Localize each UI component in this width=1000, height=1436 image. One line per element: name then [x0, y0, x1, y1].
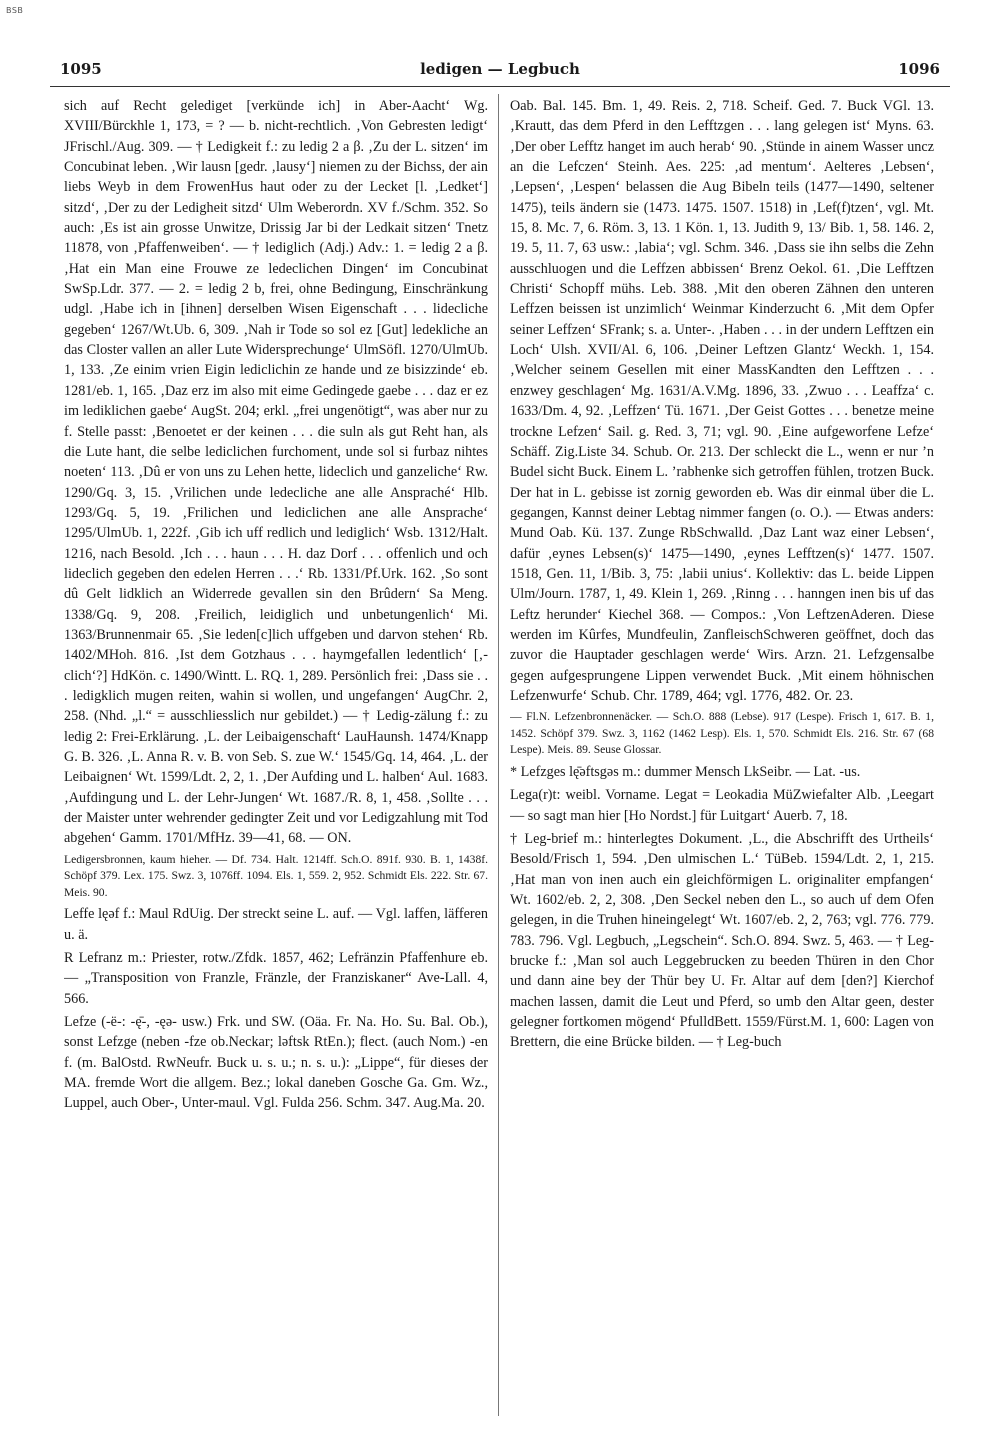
right-column [510, 96, 934, 1422]
entry-legart: Lega(r)t: weibl. Vorname. Legat = Leokadia MüZwiefalter Alb. ‚Leegart — so sagt man hier [Ho Nordst.] für Luitgart‘ Auerb. 7, 18. [510, 787, 934, 824]
entry-lefzges: * Lefzges lę̄əftsgəs m.: dummer Mensch LkSeibr. — Lat. -us. [510, 763, 861, 780]
entry-ledigen-continuation: sich auf Recht gelediget [verkünde ich] in Aber-Aacht‘ Wg. XVIII/Bürckhle 1, 173, = ? — b. nicht-rechtlich. ‚Von Gebresten ledigt‘ JFrischl./Aug. 309. — † Ledigkeit f.: zu ledig 2 a β. ‚Zu der L. sitzen‘ im Concubinat leben. ‚Wir lausn [gedr. ‚lausy‘] niemen zu der Bichss, der ain liebs Weyb in dem FrowenHus haut oder zu der Lecket [l. ‚Ledket‘] sitzd‘, ‚Der zu der Ledigheit sitzd‘ Ulm Weberordn. XV f./Schm. 352. So auch: ‚Es ist ain grosse Unwitze, Drissig Jar bi der Ledkait sitzen‘ Tnetz 11878, von ‚Pfaffenweiben‘. — † lediglich (Adj.) Adv.: 1. = ledig 2 a β. ‚Hat ein Man eine Frouwe ze ledeclichen Dingen‘ im Concubinat SwSp.Ldr. 377. — 2. = ledig 2 b, frei, ohne Bedingung, Einschränkung udgl. ‚Habe ich in [ihnen] derselben Wisen Eigenschaft . . . lidecliche gegeben‘ 1267/Wt.Ub. 6, 309. ‚Nah ir Tode so sol ez [Gut] ledekliche an das Closter vallen an aller Lute Widersprechunge‘ UlmSöfl. 1270/UlmUb. 1, 133. ‚Ze einim vrien Eigin lediclichin ze hande und ze bisizzinde‘ eb. 1281/eb. 1, 165. ‚Daz erz im also mit eime Gedingede gaebe . . . daz er ez im ledikliche‌n gaebe‘ AugSt. 204; erkl. „frei ungenötigt“, was aber nur zu f. Stelle passt: ‚Benoetet er der keinen . . . die suln als gut Reht han, als die Lute hant, die selbe lediclichen furchoment, unde sol si furbaz nihtes noeten‘ 113. ‚Dû er von uns zu Lehen hette, lideclich und ganzeliche‘ Rw. 1290/Gq. 3, 15. ‚Vrilichen unde ledecliche ane alle Anspraché‘ Hlb. 1293/Gq. 5, 19. ‚Frilichen und lediclichen ane alle Ansprache‘ 1295/UlmUb. 1, 222f. ‚Gib ich uff redlich und lediglich‘ Wsb. 1312/Halt. 1216, nach Besold. ‚Ich . . . haun . . . H. daz Dorf . . . offenlich und och lideclich gegeben den edelen Herren . . .‘ Rb. 1331/Pf.Urk. 162. ‚So sont dû Gelt lidklich an Widerrede gevallen sin den Brûdern‘ Sa Meng. 1338/Gq. 9, 208. ‚Freilich, leidiglich und unbetungenlich‘ Mi. 1363/Brunnenmair 65. ‚Sie leden[c]lich uffgeben und darvon stehen‘ Rb. 1402/MHoh. 816. ‚Ist dem Gotzhaus . . . haymgefallen ledentlich‘ [‚-clich‘?] HdKön. c. 1490/Wintt. L. RQ. 1, 289. Persönlich frei: ‚Dass sie . . . ledigklich mugen reiten, wahin si wollen, und ungefangen‘ AugChr. 2, 258. (Nhd. „l.“ = ausschliesslich nur gebildet.) — † Ledig-zälung f.: zu ledig 2: Frei-Erklärung. ‚L. der Leibaigenschaft‘ LauHaunsh. 1474/Knapp G. B. 326. ‚L. Anna R. v. B. von Seb. S. zue W.‘ 1545/Gq. 14, 464. ‚L. der Leibaignen‘ Wt. 1599/Ldt. 2, 2, 1. ‚Der Aufding und L. halben‘ Aul. 1683. ‚Aufdingung und L. der Lehr-Jungen‘ Wt. 1687./R. 8, 1, 458. ‚Sollte . . . der Maister unter wehrender gedingter Zeit und vor Ledigzahlung mit Tod abgehen‘ Gamm. 1701/MfHz. 39—41, 68. — ON. [64, 98, 488, 847]
references-ledigen: Ledigersbronnen, kaum hieher. — Df. 734. Halt. 1214ff. Sch.O. 891f. 930. B. 1, 1438f. Schöpf 379. Lex. 175. Swz. 3, 1076ff. 1094. Els. 1, 559. 2, 952. Schmidt Els. 222. Str. 67. Meis. 90. [64, 852, 488, 899]
page-number-right: 1096 [898, 60, 940, 78]
page-number-left: 1095 [60, 60, 102, 78]
running-title: ledigen — Legbuch [420, 60, 580, 78]
entry-lefranz: R Lefranz m.: Priester, rotw./Zfdk. 1857, 462; Lefränzin Pfaffenhure eb. — „Transposition von Franzle, Fränzle, der Franziskaner“ Ave-Lall. 4, 566. [64, 949, 488, 1007]
header-rule [50, 86, 950, 87]
column-divider [498, 94, 499, 1416]
entry-legbrief: † Leg-brief m.: hinterlegtes Dokument. ‚L., die Abschrifft des Urtheils‘ Besold/Frisch 1, 594. ‚Den ulmischen L.‘ TüBeb. 1594/Ldt. 2, 1, 215. ‚Hat man von inen auch ein gleichförmigen L. originaliter empfangen‘ Wt. 1602/eb. 2, 2, 308. ‚Den Seckel neben den L., so auch uf dem Ofen gelegen, in die Truhen hineingelegt‘ Wt. 1607/eb. 2, 2, 763; vgl. 776. 779. 783. 796. Vgl. Legbuch, „Legschein“. Sch.O. 894. Swz. 5, 463. — † Leg-brucke f.: ‚Man sol auch Leggebrucken zu beeden Thüren in den Chor und dann aine bey der Thür bey U. Fr. Altar auf dem [den?] Kierchof machen lassen, damit die Leut und Pferd, so umb den Altar geen, dester gelegner fortkomen mögend‘ PfulldBett. 1559/Fürst.M. 1, 600: Lagen von Brettern, die eine Brücke bilden. — † Leg-buch [510, 830, 934, 1051]
entry-lefze: Lefze (-ë-: -ę̄-, -ęə- usw.) Frk. und SW. (Oäa. Fr. Na. Ho. Su. Bal. Ob.), sonst Lefzge (neben -fze ob.Neckar; ləftsk RtEn.); flect. (auch Nom.) -en f. (m. BalOstd. RwNeufr. Buck u. s. u.; n. s. u.): „Lippe“, für dieses der MA. fremde Wort die allgem. Bez.; lokal daneben Gosche Ga. Gm. Wz., Luppel, auch Ober-, Unter-maul. Vgl. Fulda 256. Schm. 347. Aug.Ma. 20. [64, 1013, 488, 1112]
references-lefze: — Fl.N. Lefzenbronnenäcker. — Sch.O. 888 (Lebse). 917 (Lespe). Frisch 1, 617. B. 1, 1452. Schöpf 379. Swz. 3, 1162 (1462 Lesp). Els. 1, 570. Schmidt Els. 216. Str. 67 (68 Lespe). Meis. 89. Seuse Glossar. [510, 710, 934, 757]
entry-lefze-continuation: Oab. Bal. 145. Bm. 1, 49. Reis. 2, 718. Scheif. Ged. 7. Buck VGl. 13. ‚Krautt, das dem Pferd in den Lefftzgen . . . lang gelegen ist‘ Myns. 63. ‚Der ober Lefftz hanget im auch herab‘ 90. ‚Stünde in ainem Wasser uncz an die Lefczen‘ Steinh. Aes. 225: ‚ad mentum‘. Aelteres ‚Lebsen‘, ‚Lepsen‘, ‚Lespen‘ belassen die Aug Bibeln teils (1477—1490, seltener 1475), teils ändern sie (1473. 1475. 1507. 1518) in ‚Lef(f)tzen‘, vgl. Mt. 15, 8. Mc. 7, 6. Röm. 3, 13. 1 Kön. 1, 13. Judith 9, 13/ Bib. 1, 58. 146. 2, 19. 5, 11. 7, 63 usw.: ‚labia‘; vgl. Schm. 346. ‚Dass sie ihn selbs die Zehn ausschluogen und die Leffzen abbissen‘ Brenz Oekol. 61. ‚Die Lefftzen Christi‘ Schopff mühs. Leb. 388. ‚Mit den oberen Zähnen den unteren Leffzen beissen ist unzimlich‘ Weinmar Kinderzucht 6. ‚Mit dem Opfer seiner Leffzen‘ SFrank; s. a. Unter-. ‚Haben . . . in der undern Lefftzen ein Loch‘ Ulsh. XVII/Al. 6, 106. ‚Deiner Leftzen Glantz‘ Weckh. 1, 154. ‚Welcher seinem Gesellen mit einer MassKandten den Lefftzen . . . enzwey geschlagen‘ Mg. 1631/A.V.Mg. 1896, 33. ‚Zwuo . . . Leaffza‘ c. 1633/Dm. 4, 92. ‚Leffzen‘ Tü. 1671. ‚Der Geist Gottes . . . benetze meine trockne Lefzen‘ Sail. g. Red. 3, 71; vgl. 90. ‚Eine aufgeworfene Lefze‘ Schäff. Zig.Liste 34. Schub. Or. 213. Der schleckt die L., wenn er nur ’n Budel sicht Buck. Einem L. ’rabhenke sich getroffen fühlen, trotzen Buck. Der hat in L. gebisse ist zornig geworden eb. Was dir einmal über die L. gegangen, Kannst deiner Lebtag nimmer fangen (o. O.). — Etwas anders: Mund Oab. Kü. 137. Zunge RbSchwalld. ‚Daz Lant waz einer Lebsen‘, dafür ‚eynes Lebsen(s)‘ 1475—1490, ‚eynes Lefftzen(s)‘ 1477. 1507. 1518, Gen. 11, 1/Bib. 3, 75: ‚labii unius‘. Kollektiv: das L. beide Lippen Ulm/Journ. 1787, 1, 49. Klein 1, 269. ‚Rinng . . . hanngen inen bis uf das Leftz herunder‘ Kiechel 368. — Compos.: ‚Von LeftzenAderen. Diese werden im Kûrfes, Mundfeulin, ZanfleischSchweren geöffnet, doch das zuvor die Hauptader geschlagen werde‘ Wirs. Arzn. 21. Lefzgensalbe gegen aufgesprungene Lippen verwendet Buck. ‚Mit einem höhnischen Lefzenwurfe‘ Schub. Chr. 1789, 464; vgl. 1776, 482. Or. 23. [510, 98, 934, 704]
page-header [50, 60, 950, 86]
left-column [64, 96, 488, 1422]
entry-leffe: Leffe lęəf f.: Maul RdUig. Der streckt seine L. auf. — Vgl. laffen, läfferen u. ä. [64, 906, 488, 943]
library-stamp: BSB [6, 6, 24, 15]
